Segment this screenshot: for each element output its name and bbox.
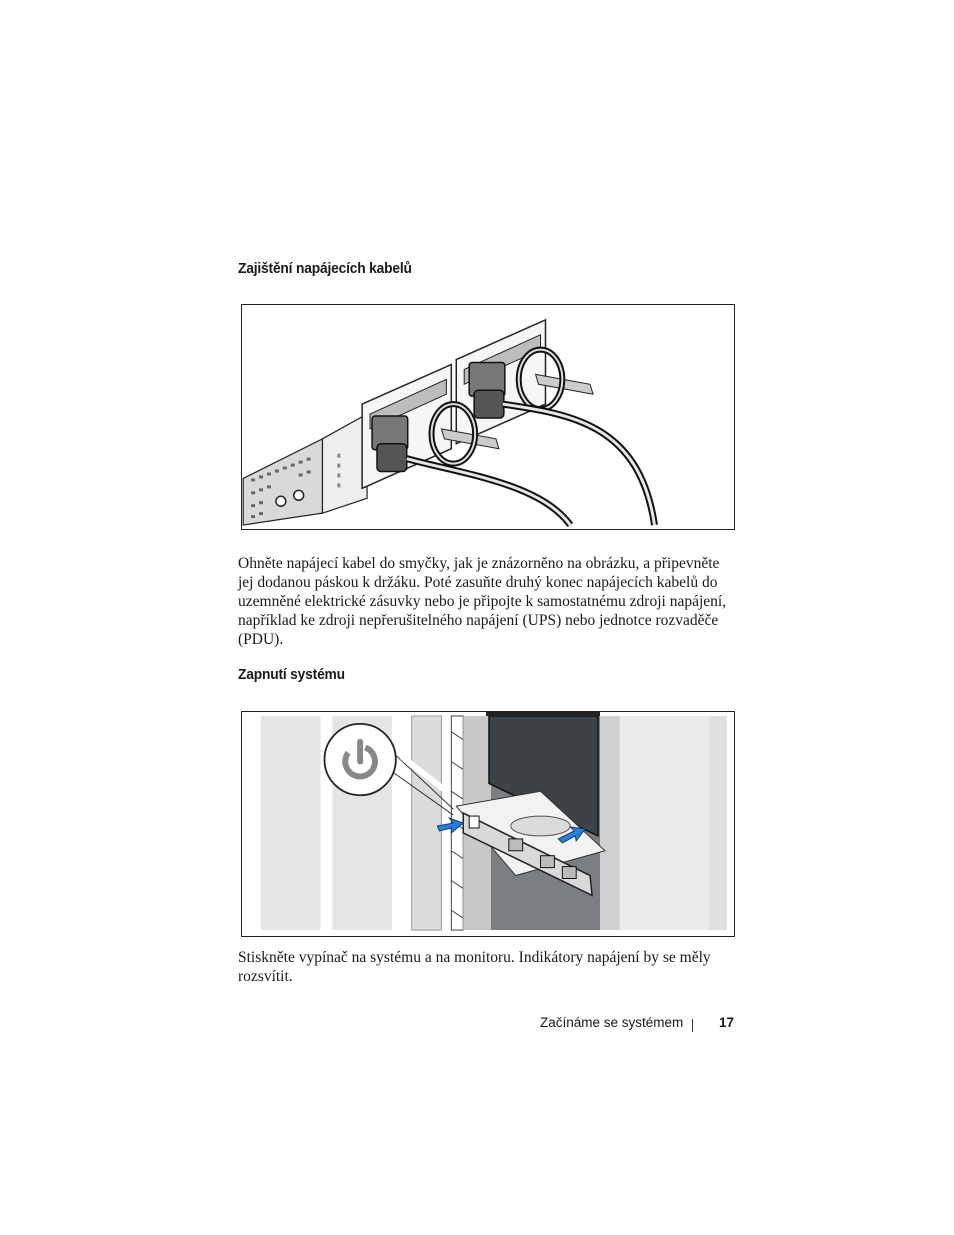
page-number: 17 (719, 1015, 735, 1030)
section-heading-cable-securing: Zajištění napájecích kabelů (238, 260, 412, 277)
section-heading-power-on: Zapnutí systému (238, 666, 345, 683)
paragraph-power-on-instructions: Stiskněte vypínač na systému a na monitoru. Indikátory napájení by se měly rozsvítit. (238, 949, 711, 985)
footer-chapter-title: Začínáme se systémem (540, 1015, 684, 1030)
power-cable-illustration (242, 305, 734, 529)
figure-power-cables (241, 304, 735, 530)
power-on-illustration (242, 712, 734, 936)
paragraph-cable-instructions: Ohněte napájecí kabel do smyčky, jak je znázorněno na obrázku, a připevněte jej dodanou páskou k držáku. Poté zasuňte druhý konec napájecích kabelů do uzemněné elektrické zásuvky nebo je připojte k samostatnému zdroji napájení, například ke zdroji nepřerušitelného napájení (UPS) nebo jednotce rozvaděče (PDU). (238, 555, 727, 648)
footer-separator (692, 1019, 693, 1032)
figure-power-on (241, 711, 735, 937)
